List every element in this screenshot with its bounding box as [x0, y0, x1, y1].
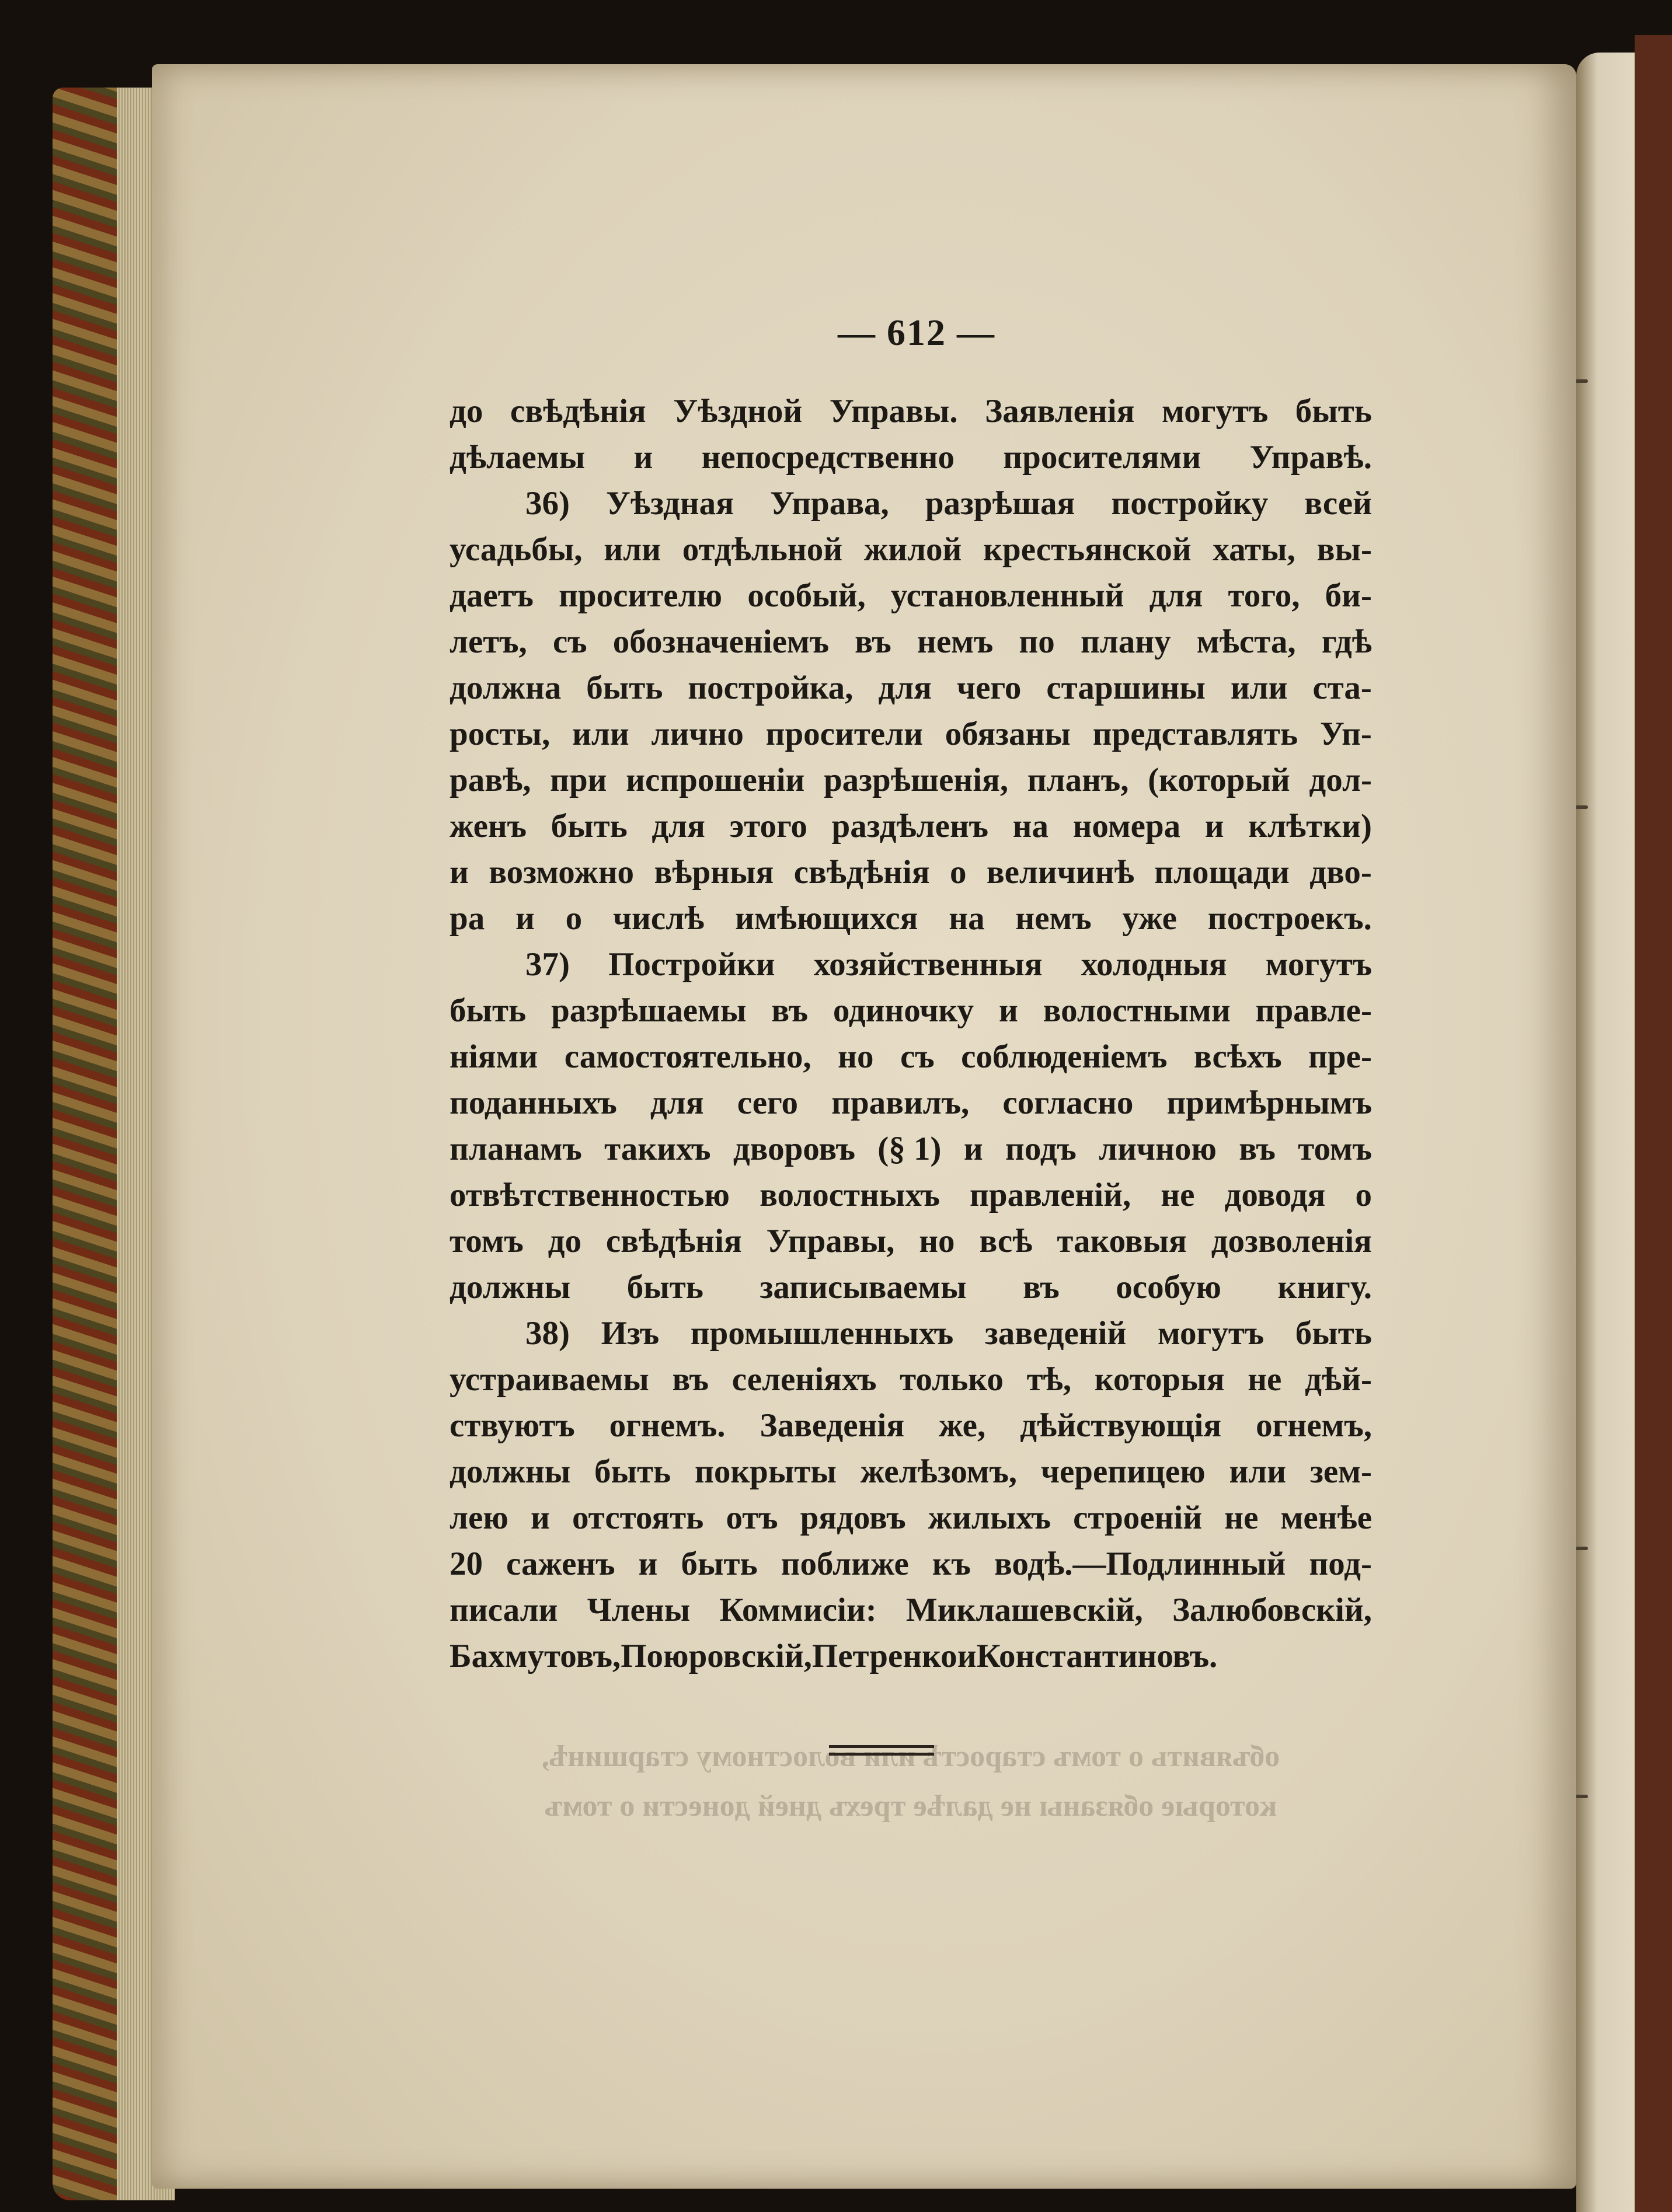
word: площади	[1154, 854, 1290, 891]
word: не	[1161, 1177, 1195, 1213]
word: не	[1248, 1361, 1282, 1398]
word: номера	[1072, 808, 1181, 845]
word: и	[450, 854, 469, 891]
word: испрошеніи	[626, 762, 805, 798]
word: тѣ,	[1026, 1361, 1072, 1398]
word: крестьянской	[983, 531, 1192, 568]
word: промышленныхъ	[690, 1315, 954, 1352]
word: въ	[771, 992, 808, 1029]
word: могутъ	[1265, 946, 1372, 983]
word: и	[963, 1131, 983, 1167]
word: подъ	[1005, 1131, 1077, 1167]
word: Управы.	[829, 393, 958, 430]
bleed-through-line: которые обязаны не далѣе трехъ дней донести о томъ	[544, 1789, 1277, 1823]
text-line	[450, 1264, 1372, 1310]
word: доводя	[1224, 1177, 1326, 1213]
text-line	[450, 573, 1372, 619]
word: дво-	[1309, 854, 1372, 891]
word: могутъ	[1157, 1315, 1265, 1352]
word: могутъ	[1162, 393, 1269, 430]
word: лично	[651, 716, 744, 752]
word: планъ,	[1027, 762, 1129, 798]
word: и	[633, 439, 653, 476]
word: Поюровскій,	[621, 1638, 812, 1674]
word: дол-	[1309, 762, 1372, 798]
word: о	[1355, 1177, 1372, 1213]
word: черепицею	[1040, 1453, 1206, 1490]
word: Управа,	[770, 485, 889, 522]
word: 38)	[525, 1315, 570, 1352]
text-line	[450, 895, 1372, 941]
word: Залюбовскій,	[1172, 1592, 1372, 1628]
word: вѣрныя	[654, 854, 774, 891]
word: къ	[932, 1545, 971, 1582]
word: усадьбы,	[450, 531, 583, 568]
word: имѣющихся	[735, 900, 918, 937]
word: свѣдѣнія	[793, 854, 930, 891]
word: постройку	[1111, 485, 1269, 522]
word: водѣ.—Подлинный	[994, 1545, 1286, 1582]
text-line	[450, 1034, 1372, 1080]
word: поближе	[781, 1545, 909, 1582]
word: хозяйственныя	[813, 946, 1043, 983]
word: женъ	[450, 808, 527, 845]
word: чего	[956, 669, 1022, 706]
word: соблюденіемъ	[961, 1038, 1168, 1075]
word: постройка,	[688, 669, 854, 706]
word: на	[1012, 808, 1049, 845]
word: для	[878, 669, 932, 706]
word: при	[550, 762, 607, 798]
word: Петренко	[811, 1638, 957, 1674]
page-number: — 612 —	[838, 312, 995, 353]
word: просителями	[1003, 439, 1201, 476]
text-lines	[450, 388, 1372, 1679]
word: и	[1204, 808, 1224, 845]
word: по	[1019, 623, 1055, 660]
word: на	[949, 900, 985, 937]
word: 36)	[525, 485, 570, 522]
word: Заявленія	[985, 393, 1135, 430]
word: быть	[1295, 393, 1372, 430]
word: установленный	[890, 577, 1124, 614]
word: Заведенія	[760, 1407, 905, 1444]
word: особую	[1116, 1269, 1221, 1306]
word: огнемъ,	[1256, 1407, 1372, 1444]
word: старшины	[1046, 669, 1206, 706]
word: разрѣшаемы	[551, 992, 747, 1029]
word: возможно	[489, 854, 635, 891]
word: планамъ	[450, 1131, 582, 1167]
word: быть	[594, 1453, 671, 1490]
text-line	[450, 1218, 1372, 1264]
word: примѣрнымъ	[1166, 1084, 1372, 1121]
word: раздѣленъ	[831, 808, 989, 845]
word: такихъ	[604, 1131, 711, 1167]
word: для	[652, 808, 705, 845]
word: согласно	[1002, 1084, 1134, 1121]
word: свѣдѣнія	[510, 393, 646, 430]
text-line	[450, 526, 1372, 573]
word: холодныя	[1081, 946, 1227, 983]
word: въ	[1023, 1269, 1060, 1306]
word: ра	[450, 900, 485, 937]
word: росты,	[450, 716, 551, 752]
word: быть	[626, 1269, 703, 1306]
word: должны	[450, 1269, 571, 1306]
text-line	[450, 388, 1372, 434]
word: одиночку	[832, 992, 974, 1029]
word: жилой	[863, 531, 962, 568]
word: клѣтки)	[1248, 808, 1372, 845]
text-line	[450, 619, 1372, 665]
word: правле-	[1255, 992, 1372, 1029]
word: Коммисіи:	[719, 1592, 877, 1628]
word: этого	[729, 808, 807, 845]
word: должна	[450, 669, 562, 706]
word: даетъ	[450, 577, 534, 614]
text-line	[450, 1402, 1372, 1449]
word: покрыты	[695, 1453, 837, 1490]
word: 20	[450, 1545, 483, 1582]
word: (§ 1)	[877, 1131, 942, 1167]
word: о	[949, 854, 967, 891]
word: правилъ,	[831, 1084, 970, 1121]
word: устраиваемы	[450, 1361, 649, 1398]
word: въ	[855, 623, 891, 660]
word: 37)	[525, 946, 570, 983]
word: и	[530, 1499, 550, 1536]
word: разрѣшенія,	[823, 762, 1009, 798]
word: быть	[1295, 1315, 1372, 1352]
word: менѣе	[1280, 1499, 1372, 1536]
word: ствуютъ	[450, 1407, 575, 1444]
word: огнемъ.	[609, 1407, 726, 1444]
text-line	[450, 480, 1372, 526]
text-line	[450, 1541, 1372, 1587]
word: Изъ	[601, 1315, 660, 1352]
word: (который	[1148, 762, 1290, 798]
word: Уп-	[1319, 716, 1372, 752]
text-line	[450, 988, 1372, 1034]
word: хаты,	[1213, 531, 1295, 568]
word: волостныхъ	[760, 1177, 940, 1213]
word: или	[1230, 669, 1288, 706]
word: заведеній	[984, 1315, 1127, 1352]
word: би-	[1325, 577, 1372, 614]
word: правленій,	[970, 1177, 1131, 1213]
word: или	[1229, 1453, 1287, 1490]
word: писали	[450, 1592, 558, 1628]
word: дозволенія	[1211, 1223, 1372, 1259]
word: мѣста,	[1196, 623, 1296, 660]
word: рядовъ	[800, 1499, 906, 1536]
word: саженъ	[506, 1545, 615, 1582]
word: не	[1224, 1499, 1259, 1536]
word: строеній	[1073, 1499, 1203, 1536]
word: о	[565, 900, 583, 937]
word: вы-	[1316, 531, 1372, 568]
page-text	[450, 309, 1372, 1679]
word: отдѣльной	[682, 531, 843, 568]
word: или	[572, 716, 629, 752]
word: записываемы	[760, 1269, 967, 1306]
word: Уѣздная	[606, 485, 734, 522]
word: ніями	[450, 1038, 538, 1075]
word: Миклашевскій,	[905, 1592, 1143, 1628]
word: жилыхъ	[928, 1499, 1051, 1536]
word: дворовъ	[733, 1131, 855, 1167]
word: быть	[551, 808, 628, 845]
word: всей	[1304, 485, 1372, 522]
word: томъ	[450, 1223, 524, 1259]
word: до	[450, 393, 483, 430]
word: въ	[1239, 1131, 1276, 1167]
text-line	[450, 1587, 1372, 1633]
word: и	[515, 900, 535, 937]
word: просителю	[559, 577, 723, 614]
word: поданныхъ	[450, 1084, 617, 1121]
text-line	[450, 1356, 1372, 1402]
text-line	[450, 803, 1372, 849]
word: дѣй-	[1305, 1361, 1372, 1398]
word: пре-	[1308, 1038, 1372, 1075]
word: летъ,	[450, 623, 527, 660]
word: личною	[1099, 1131, 1217, 1167]
word: должны	[450, 1453, 571, 1490]
word: Константиновъ.	[976, 1638, 1218, 1674]
word: отвѣтственностью	[450, 1177, 730, 1213]
word: просители	[765, 716, 923, 752]
word: и	[638, 1545, 658, 1582]
word: томъ	[1298, 1131, 1372, 1167]
word: разрѣшая	[925, 485, 1075, 522]
word: лею	[450, 1499, 508, 1536]
word: немъ	[917, 623, 994, 660]
word: желѣзомъ,	[860, 1453, 1018, 1490]
word: но	[919, 1223, 955, 1259]
word: непосредственно	[701, 439, 955, 476]
word: и	[957, 1638, 977, 1674]
word: до	[548, 1223, 581, 1259]
text-line	[450, 711, 1372, 757]
word: только	[900, 1361, 1004, 1398]
word: самостоятельно,	[564, 1038, 811, 1075]
text-line	[450, 1495, 1372, 1541]
text-line	[450, 941, 1372, 988]
word: плану	[1080, 623, 1171, 660]
word: гдѣ	[1321, 623, 1372, 660]
text-line	[450, 1310, 1372, 1356]
text-line	[450, 434, 1372, 480]
word: волостными	[1043, 992, 1231, 1029]
word: уже	[1122, 900, 1177, 937]
word: съ	[900, 1038, 935, 1075]
word: для	[1149, 577, 1203, 614]
text-line	[450, 1633, 1372, 1679]
text-line	[450, 1126, 1372, 1172]
word: селеніяхъ	[732, 1361, 877, 1398]
word: или	[604, 531, 661, 568]
word: быть	[450, 992, 527, 1029]
word: Члены	[587, 1592, 691, 1628]
word: Управѣ.	[1249, 439, 1372, 476]
text-line	[450, 757, 1372, 803]
word: быть	[586, 669, 663, 706]
word: же,	[939, 1407, 986, 1444]
word: построекъ.	[1207, 900, 1372, 937]
word: отъ	[726, 1499, 778, 1536]
word: быть	[681, 1545, 758, 1582]
word: дѣлаемы	[450, 439, 586, 476]
text-line	[450, 849, 1372, 895]
text-line	[450, 1080, 1372, 1126]
word: Уѣздной	[673, 393, 803, 430]
word: обязаны	[945, 716, 1071, 752]
end-rule	[829, 1745, 934, 1756]
book-cover	[1635, 35, 1672, 2212]
word: отстоять	[572, 1499, 704, 1536]
word: всѣ	[979, 1223, 1033, 1259]
word: и	[998, 992, 1018, 1029]
word: равѣ,	[450, 762, 531, 798]
word: книгу.	[1277, 1269, 1372, 1306]
word: обозначеніемъ	[612, 623, 829, 660]
word: но	[838, 1038, 874, 1075]
word: дѣйствующія	[1020, 1407, 1222, 1444]
word: под-	[1309, 1545, 1372, 1582]
word: числѣ	[612, 900, 705, 937]
word: въ	[672, 1361, 709, 1398]
word: съ	[552, 623, 587, 660]
word: которыя	[1094, 1361, 1225, 1398]
text-line	[450, 1172, 1372, 1218]
word: того,	[1228, 577, 1300, 614]
word: Постройки	[608, 946, 775, 983]
word: свѣдѣнія	[605, 1223, 742, 1259]
word: представлять	[1092, 716, 1298, 752]
word: Управы,	[766, 1223, 895, 1259]
word: таковыя	[1057, 1223, 1187, 1259]
text-line	[450, 1449, 1372, 1495]
word: всѣхъ	[1194, 1038, 1282, 1075]
bleed-through-line: объявить о томъ старостѣ или волостному старшинѣ,	[541, 1740, 1280, 1773]
word: Бахмутовъ,	[450, 1638, 621, 1674]
word: для	[650, 1084, 704, 1121]
word: величинѣ	[986, 854, 1134, 891]
word: ста-	[1312, 669, 1372, 706]
word: особый,	[747, 577, 866, 614]
word: сего	[737, 1084, 798, 1121]
word: немъ	[1015, 900, 1092, 937]
word: зем-	[1309, 1453, 1372, 1490]
text-line	[450, 665, 1372, 711]
